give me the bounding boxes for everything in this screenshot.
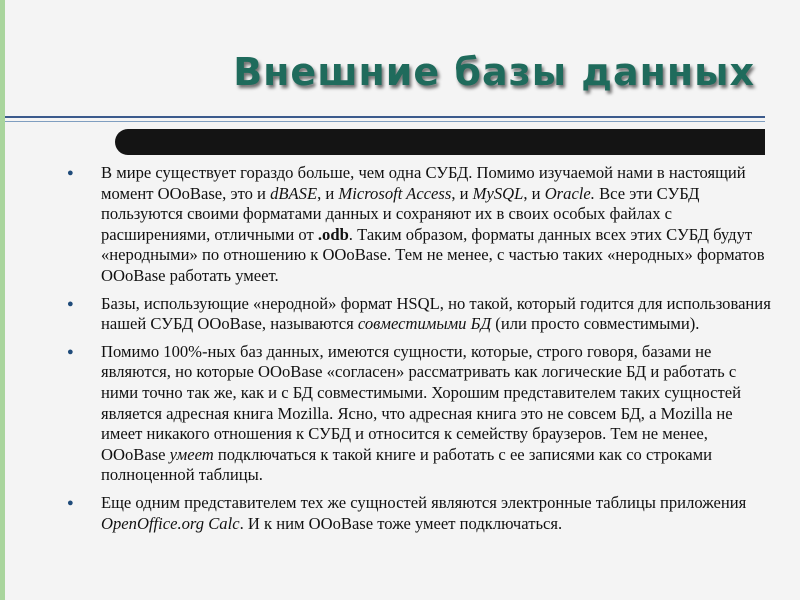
dark-decorative-band	[115, 129, 765, 155]
bullet-item-3: ● Помимо 100%-ных баз данных, имеются сущности, которые, строго говоря, базами не являются, но которые OOoBase «согласен» рассматривать как логические БД и работать с ними точно так же, как и с БД совместимыми. Хорошим представителем таких сущностей является адресная книга Mozilla. Ясно, что адресная книга это не совсем БД, а Mozilla не имеет никакого отношения к СУБД и относится к семейству браузеров. Тем не менее, OOoBase умеет подключаться к такой книге и работать с ее записями как со строками полноценной таблицы.	[67, 341, 742, 485]
title-underline	[5, 116, 765, 118]
slide	[5, 0, 800, 600]
bullet-icon: ●	[67, 496, 74, 509]
bullet-item-2: ● Базы, использующие «неродной» формат HSQL, но такой, который годится для использования нашей СУБД OOoBase, называются совместимыми БД (или просто совместимыми).	[67, 293, 771, 334]
bullet-item-1: ● В мире существует гораздо больше, чем одна СУБД. Помимо изучаемой нами в настоящий момент OOoBase, это и dBASE, и Microsoft Access, и MySQL, и Oracle. Все эти СУБД пользуются своими форматами данных и сохраняют их в своих особых файлах с расширениями, отличными от .odb. Таким образом, форматы данных всех этих СУБД будут «неродными» по отношению к OOoBase. Тем не менее, с частью таких «неродных» форматов OOoBase работать умеет.	[67, 163, 765, 285]
bullet-list	[63, 163, 775, 541]
slide-title: Внешние базы данных	[233, 50, 755, 94]
bullet-icon: ●	[67, 345, 74, 358]
bullet-icon: ●	[67, 297, 74, 310]
bullet-item-4: ● Еще одним представителем тех же сущностей являются электронные таблицы приложения OpenOffice.org Calc. И к ним OOoBase тоже умеет подключаться.	[67, 492, 747, 533]
bullet-icon: ●	[67, 167, 74, 179]
title-underline-thin	[5, 121, 765, 122]
